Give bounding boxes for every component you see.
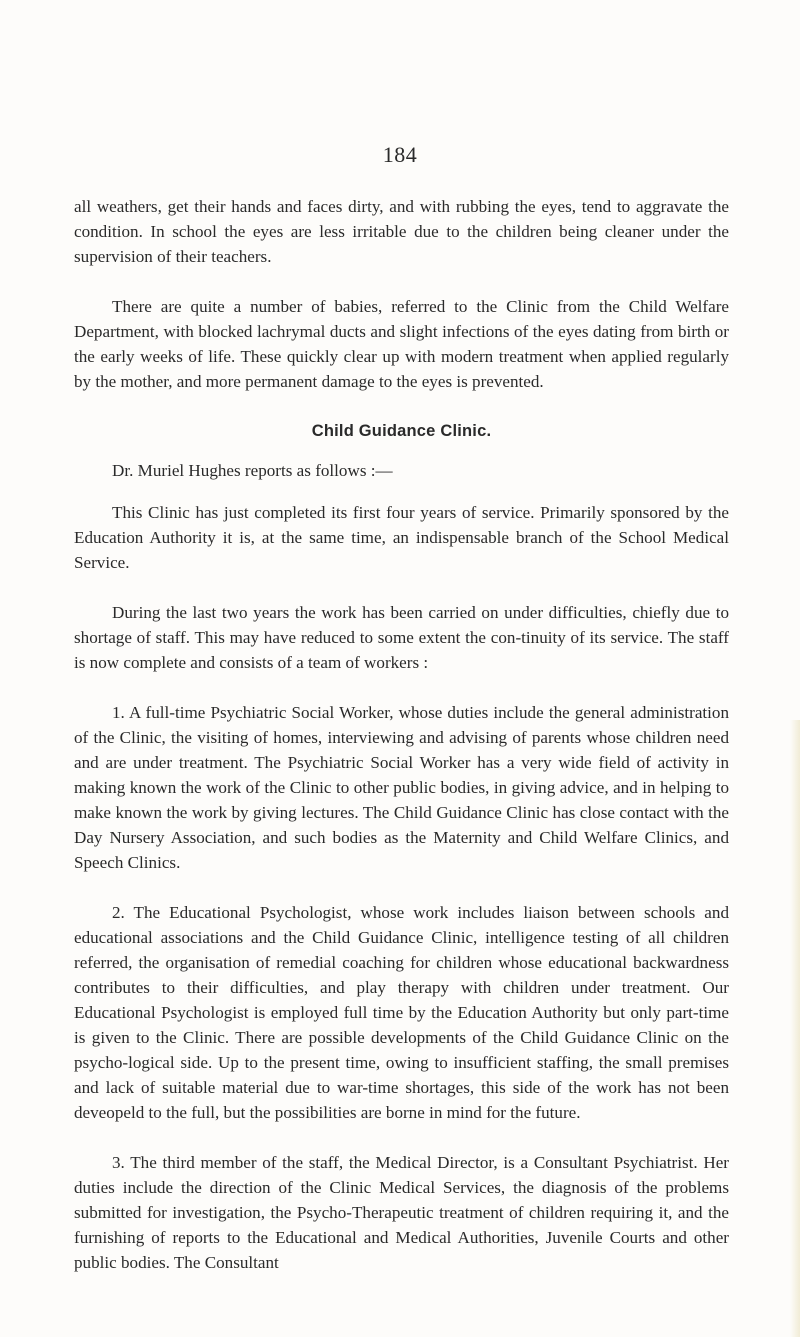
paragraph-educational-psychologist: 2. The Educational Psychologist, whose work includes liaison between schools and educational associations and the Child Guidance Clinic, intelligence testing of all children referred, the organisation of remedial coaching for children whose educational backwardness contributes to their difficulties, and play therapy with children under treatment. Our Educational Psychologist is employed full time by the Education Authority but only part-time is given to the Clinic. There are possible developments of the Child Guidance Clinic on the psycho-logical side. Up to the present time, owing to insufficient staffing, the small premises and lack of suitable material due to war-time shortages, this side of the work has not been deveopeld to the full, but the possibilities are borne in mind for the future. xyxy=(74,903,729,1122)
report-intro: Dr. Muriel Hughes reports as follows :— xyxy=(112,461,393,480)
paragraph-babies: There are quite a number of babies, referred to the Clinic from the Child Welfare Department, with blocked lachrymal ducts and slight infections of the eyes dating from birth or the early weeks of life. These quickly clear up with modern treatment when applied regularly by the mother, and more permanent damage to the eyes is prevented. xyxy=(74,297,729,391)
section-heading: Child Guidance Clinic. xyxy=(311,422,492,440)
page-edge-shadow xyxy=(790,720,800,1337)
paragraph-continuation: all weathers, get their hands and faces dirty, and with rubbing the eyes, tend to aggravate the condition. In school the eyes are less irritable due to the children being cleaner under the supervision of their teachers. xyxy=(74,197,729,266)
paragraph-staff-difficulties: During the last two years the work has been carried on under difficulties, chiefly due to shortage of staff. This may have reduced to some extent the con-tinuity of its service. The staff is now complete and consists of a team of workers : xyxy=(74,603,729,672)
paragraph-clinic-service: This Clinic has just completed its first four years of service. Primarily sponsored by the Education Authority it is, at the same time, an indispensable branch of the School Medical Service. xyxy=(74,503,729,572)
paragraph-social-worker: 1. A full-time Psychiatric Social Worker, whose duties include the general administration of the Clinic, the visiting of homes, interviewing and advising of parents whose children need and are under treatment. The Psychiatric Social Worker has a very wide field of activity in making known the work of the Clinic to other public bodies, in giving advice, and in helping to make known the work by giving lectures. The Child Guidance Clinic has close contact with the Day Nursery Association, and such bodies as the Maternity and Child Welfare Clinics, and Speech Clinics. xyxy=(74,703,729,872)
page-body xyxy=(74,194,729,1300)
page-number: 184 xyxy=(382,142,418,167)
paragraph-medical-director: 3. The third member of the staff, the Medical Director, is a Consultant Psychiatrist. Her duties include the direction of the Clinic Medical Services, the diagnosis of the problems submitted for investigation, the Psycho-Therapeutic treatment of children requiring it, and the furnishing of reports to the Educational and Medical Authorities, Juvenile Courts and other public bodies. The Consultant xyxy=(74,1153,729,1272)
